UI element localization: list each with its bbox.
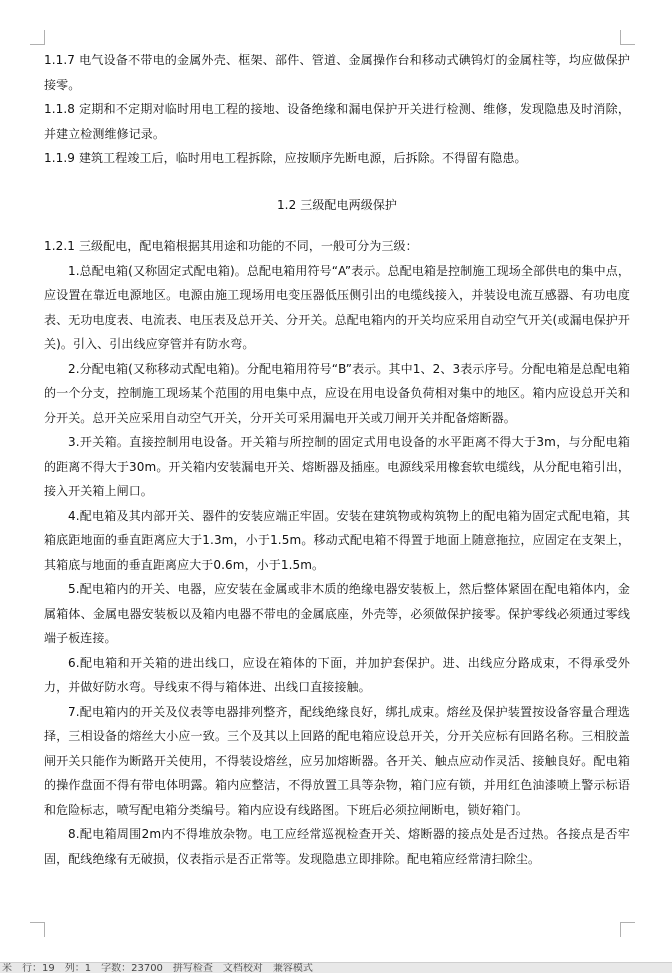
- paragraph-1-1-7: 1.1.7 电气设备不带电的金属外壳、框架、部件、管道、金属操作台和移动式碘钨灯的金属柱等，均应做保护接零。: [44, 53, 630, 92]
- list-item: 4.配电箱及其内部开关、器件的安装应端正牢固。安装在建筑物或构筑物上的配电箱为固定式配电箱，其箱底距地面的垂直距离应大于1.3m，小于1.5m。移动式配电箱不得置于地面上随意拖拉，应固定在支架上，其箱底与地面的垂直距离应大于0.6m，小于1.5m。: [44, 508, 630, 572]
- paragraph-1-1-8: 1.1.8 定期和不定期对临时用电工程的接地、设备绝缘和漏电保护开关进行检测、维修，发现隐患及时消除，并建立检测维修记录。: [44, 102, 630, 141]
- margin-corner-mark: [620, 30, 635, 45]
- section-title: 1.2 三级配电两级保护: [276, 197, 398, 212]
- status-item: 米: [2, 963, 12, 973]
- paragraph-1-2-1: 1.2.1 三级配电，配电箱根据其用途和功能的不同，一般可分为三级：: [44, 239, 418, 253]
- status-bar: [0, 962, 672, 973]
- margin-corner-mark: [30, 922, 45, 937]
- paragraph-1-1-9: 1.1.9 建筑工程竣工后，临时用电工程拆除，应按顺序先断电源，后拆除。不得留有隐患。: [44, 151, 527, 165]
- margin-corner-mark: [30, 30, 45, 45]
- list-item: 2.分配电箱(又称移动式配电箱)。分配电箱用符号“B”表示。其中1、2、3表示序号。分配电箱是总配电箱的一个分支，控制施工现场某个范围的用电集中点，应设在用电设备负荷相对集中的地区。箱内应设总开关和分开关。总开关应采用自动空气开关，分开关可采用漏电开关或刀闸开关并配备熔断器。: [44, 361, 630, 425]
- list-item: 1.总配电箱(又称固定式配电箱)。总配电箱用符号“A”表示。总配电箱是控制施工现场全部供电的集中点，应设置在靠近电源地区。电源由施工现场用电变压器低压侧引出的电缆线接入，并装设电流互感器、有功电度表、无功电度表、电流表、电压表及总开关、分开关。总配电箱内的开关均应采用自动空气开关(或漏电保护开关)。引入、引出线应穿管并有防水弯。: [44, 263, 630, 351]
- compat-mode-label: 兼容模式: [272, 963, 313, 973]
- list-item: 8.配电箱周围2m内不得堆放杂物。电工应经常巡视检查开关、熔断器的接点处是否过热。各接点是否牢固，配线绝缘有无破损，仪表指示是否正常等。发现隐患立即排除。配电箱应经常清扫除尘。: [44, 827, 630, 866]
- list-item: 7.配电箱内的开关及仪表等电器排列整齐，配线绝缘良好，绑扎成束。熔丝及保护装置按设备容量合理选择，三相设备的熔丝大小应一致。三个及其以上回路的配电箱应设总开关，分开关应标有回路名称。三相胶盖闸开关只能作为断路开关使用，不得装设熔丝，应另加熔断器。各开关、触点应动作灵活、接触良好。配电箱的操作盘面不得有带电体明露。箱内应整洁，不得放置工具等杂物，箱门应有锁，并用红色油漆喷上警示标语和危险标志，喷写配电箱分类编号。箱内应设有线路图。下班后必须拉闸断电，锁好箱门。: [44, 704, 630, 817]
- margin-corner-mark: [620, 922, 635, 937]
- list-item: 6.配电箱和开关箱的进出线口，应设在箱体的下面，并加护套保护。进、出线应分路成束，不得承受外力，并做好防水弯。导线束不得与箱体进、出线口直接接触。: [44, 655, 630, 694]
- list-item: 3.开关箱。直接控制用电设备。开关箱与所控制的固定式用电设备的水平距离不得大于3m，与分配电箱的距离不得大于30m。开关箱内安装漏电开关、熔断器及插座。电源线采用橡套软电缆线，从分配电箱引出，接入开关箱上闸口。: [44, 435, 630, 498]
- list-item: 5.配电箱内的开关、电器，应安装在金属或非木质的绝缘电器安装板上，然后整体紧固在配电箱体内，金属箱体、金属电器安装板以及箱内电器不带电的金属底座，外壳等，必须做保护接零。保护零线必须通过零线端子板连接。: [44, 582, 630, 645]
- status-word-count[interactable]: 字数：23700: [101, 963, 163, 973]
- document-body[interactable]: [44, 48, 630, 871]
- status-line[interactable]: 行：19: [22, 963, 55, 973]
- spell-check-button[interactable]: 拼写检查: [172, 963, 213, 973]
- proofread-button[interactable]: 文档校对: [222, 963, 263, 973]
- status-column[interactable]: 列：1: [64, 963, 92, 973]
